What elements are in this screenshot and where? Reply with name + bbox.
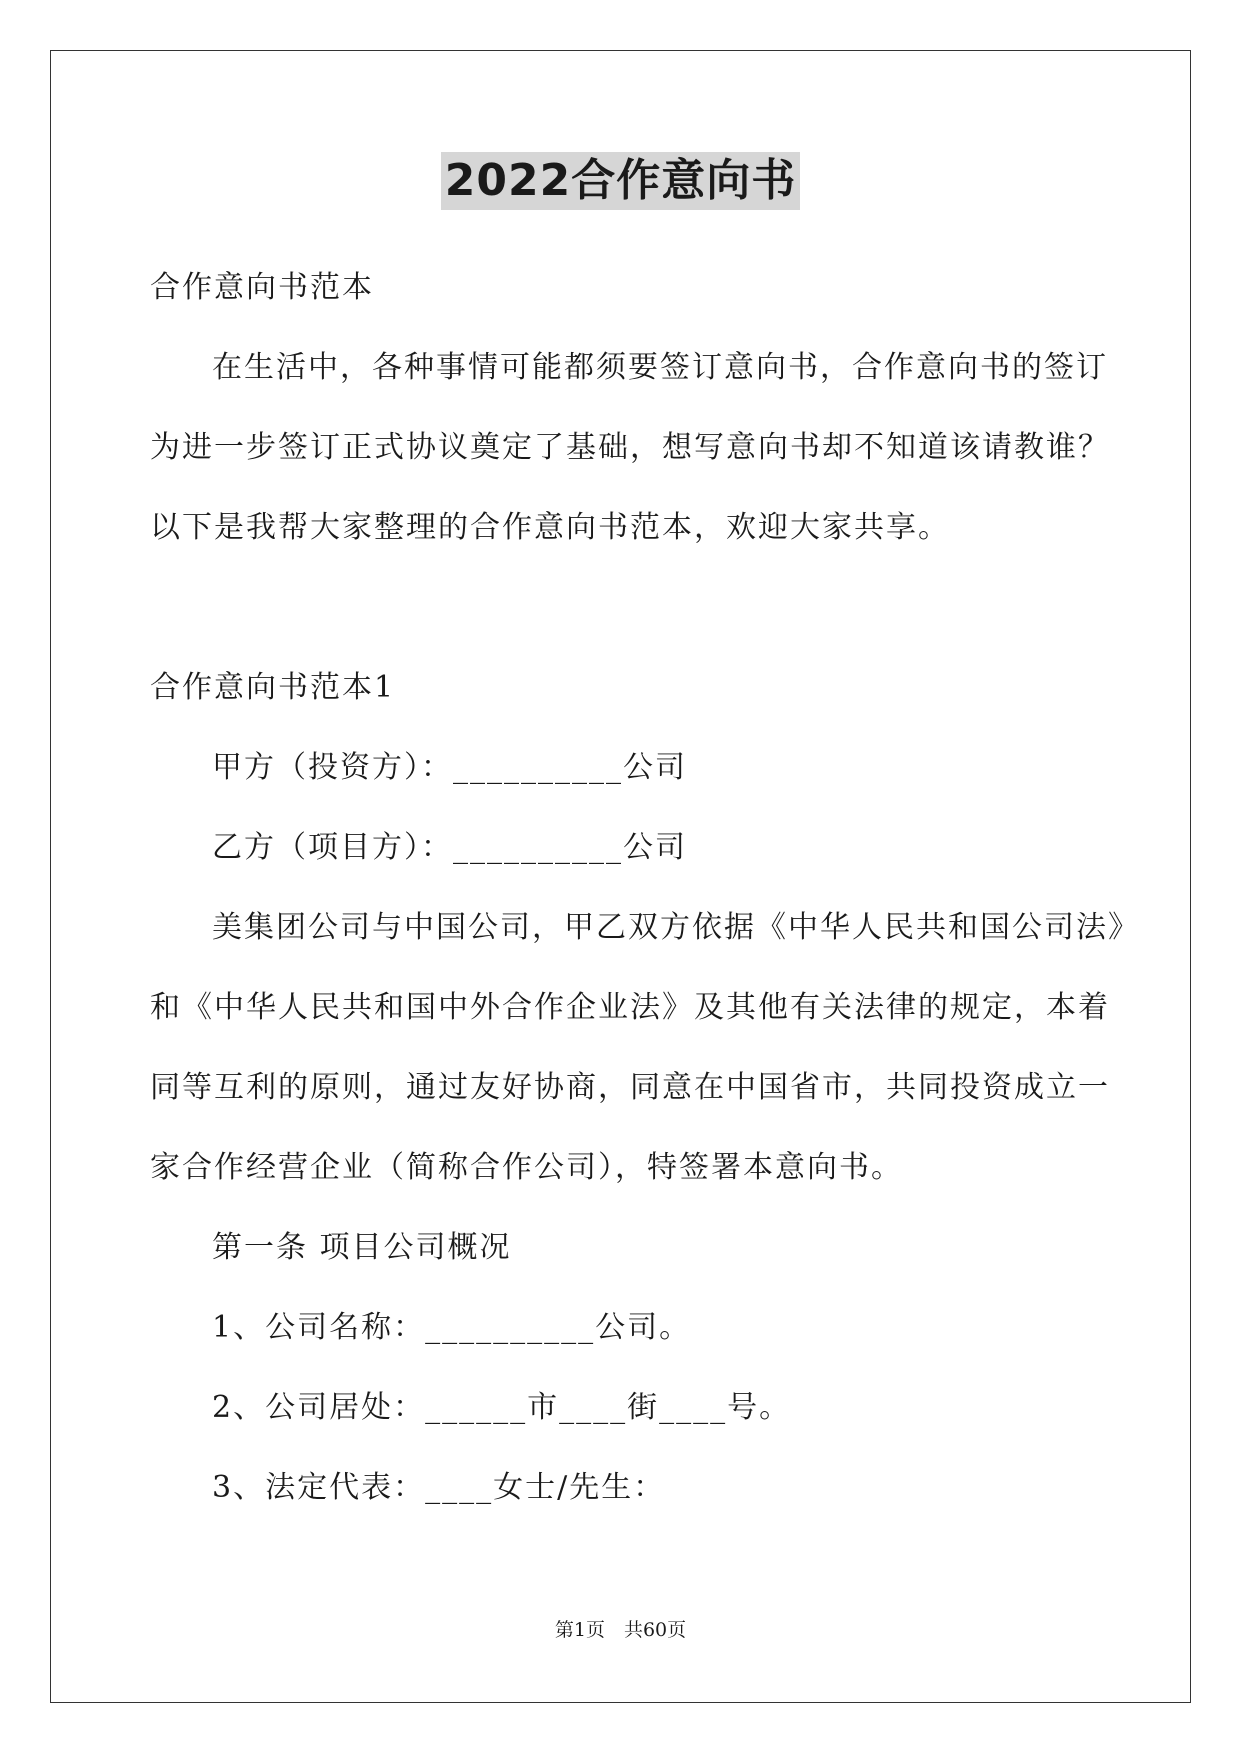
- list-item: 2、公司居处：______市____街____号。: [212, 1390, 792, 1425]
- list-item: 3、法定代表：____女士/先生：: [212, 1470, 666, 1505]
- section-heading: 合作意向书范本: [150, 270, 374, 305]
- party-b-line: 乙方（项目方）：__________公司: [212, 830, 687, 865]
- list-item: 1、公司名称：__________公司。: [212, 1310, 692, 1345]
- party-a-line: 甲方（投资方）：__________公司: [212, 750, 687, 785]
- paragraph-line: 在生活中，各种事情可能都须要签订意向书，合作意向书的签订: [212, 350, 1108, 385]
- section-heading: 合作意向书范本1: [150, 670, 396, 705]
- paragraph-line: 和《中华人民共和国中外合作企业法》及其他有关法律的规定，本着: [150, 990, 1110, 1025]
- title-wrapper: [0, 152, 1241, 210]
- page-number: 第1页 共60页: [554, 1619, 687, 1641]
- paragraph-line: 为进一步签订正式协议奠定了基础，想写意向书却不知道该请教谁？: [150, 430, 1110, 465]
- paragraph-line: 以下是我帮大家整理的合作意向书范本，欢迎大家共享。: [150, 510, 950, 545]
- paragraph-line: 家合作经营企业（简称合作公司），特签署本意向书。: [150, 1150, 903, 1185]
- article-heading: 第一条 项目公司概况: [212, 1230, 512, 1265]
- document-title: 2022合作意向书: [441, 152, 800, 210]
- paragraph-line: 同等互利的原则，通过友好协商，同意在中国省市，共同投资成立一: [150, 1070, 1110, 1105]
- paragraph-line: 美集团公司与中国公司，甲乙双方依据《中华人民共和国公司法》: [212, 910, 1140, 945]
